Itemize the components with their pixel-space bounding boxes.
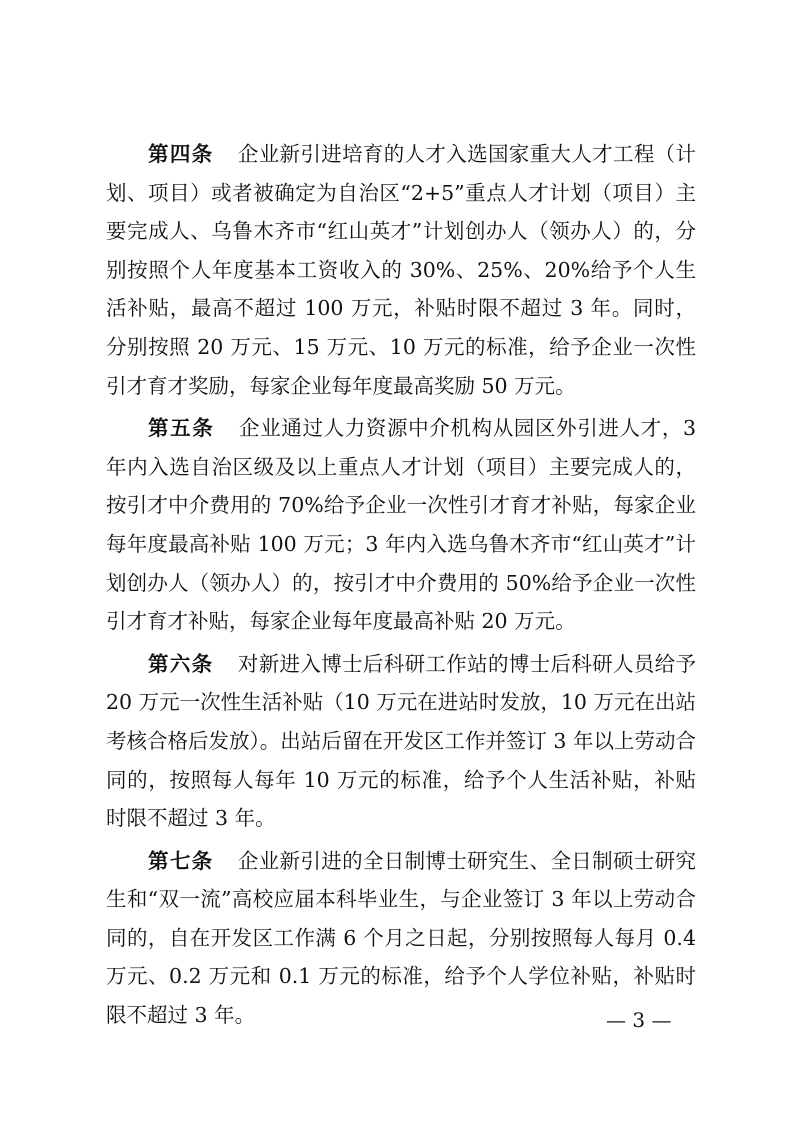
article-5-label: 第五条 xyxy=(148,416,215,441)
article-4-text: 企业新引进培育的人才入选国家重大人才工程（计划、项目）或者被确定为自治区“2+5”重点人才计划（项目）主要完成人、乌鲁木齐市“红山英才”计划创办人（领办人）的，分别按照个人年度基本工资收入的 30%、25%、20%给予个人生活补贴，最高不超过 100 万元，补贴时限不超过 3 年。同时，分别按照 20 万元、15 万元、10 万元的标准，给予企业一次性引才育才奖励，每家企业每年度最高奖励 50 万元。 xyxy=(106,142,697,398)
article-5 xyxy=(106,409,696,641)
page-number: — 3 — xyxy=(606,1008,672,1032)
article-7-label: 第七条 xyxy=(148,848,214,873)
article-7 xyxy=(106,842,696,1035)
article-4 xyxy=(106,135,696,405)
article-6 xyxy=(106,645,696,838)
article-7-text: 企业新引进的全日制博士研究生、全日制硕士研究生和“双一流”高校应届本科毕业生，与企业签订 3 年以上劳动合同的，自在开发区工作满 6 个月之日起，分别按照每人每月 0.4 万元、0.2 万元和 0.1 万元的标准，给予个人学位补贴，补贴时限不超过 3 年。 xyxy=(106,848,697,1028)
article-6-label: 第六条 xyxy=(148,651,214,676)
article-6-text: 对新进入博士后科研工作站的博士后科研人员给予 20 万元一次性生活补贴（10 万元在进站时发放，10 万元在出站考核合格后发放）。出站后留在开发区工作并签订 3 年以上劳动合同的，按照每人每年 10 万元的标准，给予个人生活补贴，补贴时限不超过 3 年。 xyxy=(106,651,697,831)
article-4-label: 第四条 xyxy=(148,142,214,166)
document-body xyxy=(106,135,696,1039)
article-5-text: 企业通过人力资源中介机构从园区外引进人才，3 年内入选自治区级及以上重点人才计划（项目）主要完成人的，按引才中介费用的 70%给予企业一次性引才育才补贴，每家企业每年度最高补贴 100 万元；3 年内入选乌鲁木齐市“红山英才”计划创办人（领办人）的，按引才中介费用的 50%给予企业一次性引才育才补贴，每家企业每年度最高补贴 20 万元。 xyxy=(106,416,697,634)
